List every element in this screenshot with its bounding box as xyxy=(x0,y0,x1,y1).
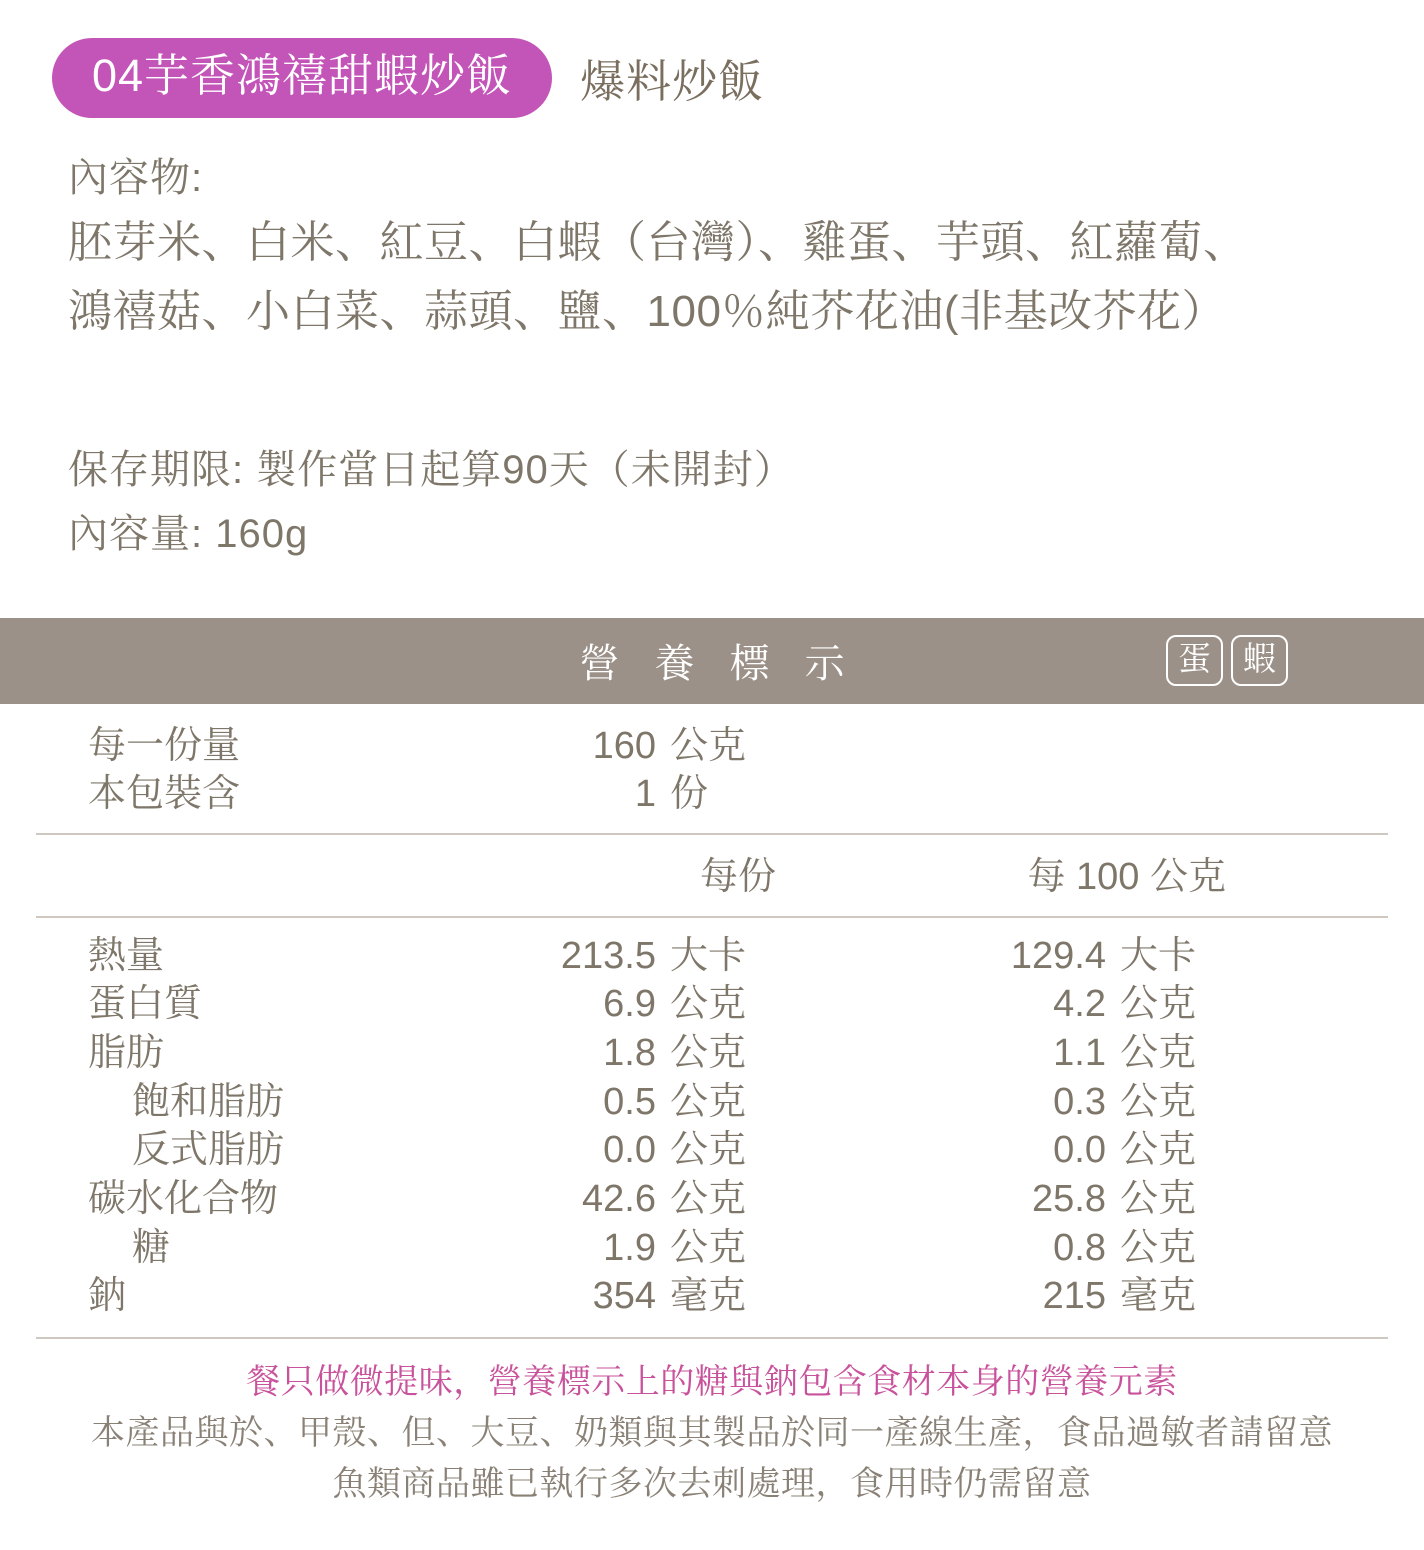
nutrient-serving-unit: 公克 xyxy=(670,1032,747,1075)
nutrient-name: 飽和脂肪 xyxy=(132,1080,285,1123)
allergen-badges xyxy=(1166,635,1288,686)
serving-size-label: 每一份量 xyxy=(88,724,241,767)
nutrient-serving-value: 354 xyxy=(592,1275,656,1318)
column-header-per-100g: 每 100 公克 xyxy=(1027,855,1226,898)
nutrition-header-bar xyxy=(0,618,1424,704)
net-weight: 內容量: 160g xyxy=(68,511,309,556)
nutrient-per100-unit: 公克 xyxy=(1120,1226,1197,1269)
nutrient-per100-unit: 公克 xyxy=(1120,983,1197,1026)
product-category: 爆料炒飯 xyxy=(580,56,765,108)
nutrient-row xyxy=(36,1029,1388,1078)
nutrient-per100-unit: 毫克 xyxy=(1120,1275,1197,1318)
nutrient-per100-unit: 公克 xyxy=(1120,1080,1197,1123)
nutrient-name: 熱量 xyxy=(88,934,165,977)
nutrient-per100-unit: 大卡 xyxy=(1120,934,1197,977)
servings-per-package-unit: 份 xyxy=(670,773,709,816)
nutrient-per100-value: 129.4 xyxy=(1010,934,1106,977)
product-meta xyxy=(68,438,1384,566)
serving-size-row xyxy=(36,722,1388,771)
nutrient-serving-value: 1.9 xyxy=(603,1226,656,1269)
nutrient-row xyxy=(36,1078,1388,1127)
nutrient-name: 鈉 xyxy=(88,1275,127,1318)
allergen-badge-egg: 蛋 xyxy=(1166,635,1223,686)
servings-per-package-label: 本包裝含 xyxy=(88,773,241,816)
nutrient-name: 脂肪 xyxy=(88,1032,165,1075)
ingredients-line-1: 胚芽米、白米、紅豆、白蝦（台灣）、雞蛋、芋頭、紅蘿蔔、 xyxy=(68,217,1248,267)
nutrition-facts-table xyxy=(0,618,1424,1550)
serving-size-value: 160 xyxy=(592,724,656,767)
nutrient-per100-unit: 公克 xyxy=(1120,1032,1197,1075)
nutrient-name: 反式脂肪 xyxy=(132,1129,285,1172)
nutrient-serving-unit: 公克 xyxy=(670,1129,747,1172)
nutrient-serving-value: 0.5 xyxy=(603,1080,656,1123)
ingredients-label: 內容物: xyxy=(68,155,204,200)
column-headers-row xyxy=(36,835,1388,906)
column-header-per-serving: 每份 xyxy=(699,855,776,898)
nutrient-row xyxy=(36,1272,1388,1321)
nutrient-serving-unit: 毫克 xyxy=(670,1275,747,1318)
nutrient-serving-unit: 大卡 xyxy=(670,934,747,977)
shelf-life: 保存期限: 製作當日起算90天（未開封） xyxy=(68,447,795,492)
footer-notes xyxy=(0,1339,1424,1550)
nutrient-serving-value: 0.0 xyxy=(603,1129,656,1172)
note-highlight: 餐只做微提味，營養標示上的糖與鈉包含食材本身的營養元素 xyxy=(246,1362,1178,1401)
nutrient-per100-value: 25.8 xyxy=(1032,1177,1106,1220)
nutrient-serving-value: 213.5 xyxy=(560,934,656,977)
nutrient-per100-value: 1.1 xyxy=(1053,1032,1106,1075)
nutrient-per100-unit: 公克 xyxy=(1120,1129,1197,1172)
serving-size-unit: 公克 xyxy=(670,724,747,767)
nutrient-name: 蛋白質 xyxy=(88,983,203,1026)
divider-below-column-headers xyxy=(36,916,1388,918)
nutrient-name: 糖 xyxy=(132,1226,171,1269)
nutrient-row xyxy=(36,932,1388,981)
nutrient-per100-value: 215 xyxy=(1042,1275,1106,1318)
nutrient-row xyxy=(36,1126,1388,1175)
servings-per-package-value: 1 xyxy=(634,773,656,816)
nutrient-serving-unit: 公克 xyxy=(670,1226,747,1269)
ingredients-line-2: 鴻禧菇、小白菜、蒜頭、鹽、100％純芥花油(非基改芥花） xyxy=(68,287,1227,337)
note-fish: 魚類商品雖已執行多次去刺處理，食用時仍需留意 xyxy=(332,1464,1092,1503)
nutrient-serving-value: 42.6 xyxy=(582,1177,656,1220)
product-header xyxy=(0,0,1424,118)
nutrient-row-list xyxy=(36,932,1388,1321)
nutrient-per100-unit: 公克 xyxy=(1120,1177,1197,1220)
nutrient-row xyxy=(36,980,1388,1029)
nutrient-per100-value: 0.8 xyxy=(1053,1226,1106,1269)
servings-per-package-row xyxy=(36,770,1388,819)
nutrient-row xyxy=(36,1175,1388,1224)
nutrient-serving-value: 6.9 xyxy=(603,983,656,1026)
nutrition-rows xyxy=(0,722,1424,1339)
nutrient-serving-unit: 公克 xyxy=(670,983,747,1026)
nutrient-per100-value: 0.0 xyxy=(1053,1129,1106,1172)
nutrient-per100-value: 4.2 xyxy=(1053,983,1106,1026)
ingredients-section xyxy=(0,146,1424,566)
nutrient-serving-unit: 公克 xyxy=(670,1177,747,1220)
nutrient-serving-unit: 公克 xyxy=(670,1080,747,1123)
nutrient-name: 碳水化合物 xyxy=(88,1177,279,1220)
allergen-badge-shrimp: 蝦 xyxy=(1231,635,1288,686)
note-allergy: 本產品與於、甲殼、但、大豆、奶類與其製品於同一產線生產，食品過敏者請留意 xyxy=(91,1413,1333,1452)
nutrient-serving-value: 1.8 xyxy=(603,1032,656,1075)
nutrient-row xyxy=(36,1224,1388,1273)
nutrition-title: 營 養 標 示 xyxy=(579,642,857,687)
product-badge: 04芋香鴻禧甜蝦炒飯 xyxy=(52,38,552,118)
nutrient-per100-value: 0.3 xyxy=(1053,1080,1106,1123)
